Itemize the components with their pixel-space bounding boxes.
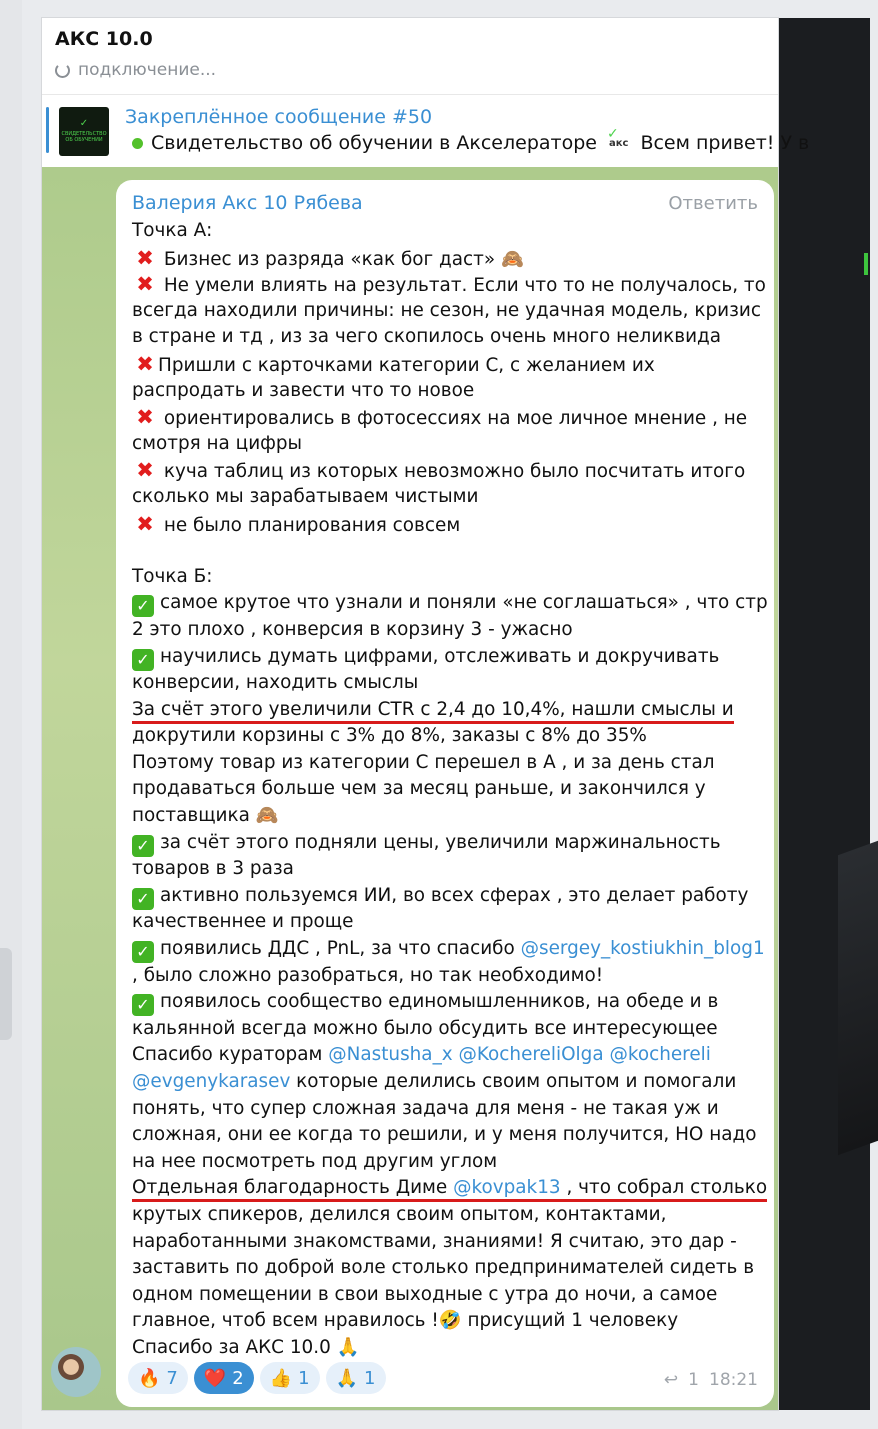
text-segment: Точка Б: xyxy=(132,565,213,587)
message-text xyxy=(132,218,766,1362)
line-content xyxy=(132,752,715,773)
line-content xyxy=(132,1044,711,1065)
mention-link[interactable]: @kovpak13 xyxy=(453,1177,561,1199)
connection-status xyxy=(55,60,216,80)
line-content xyxy=(132,300,761,321)
line-content xyxy=(132,885,748,906)
line-content xyxy=(132,272,766,297)
line-content xyxy=(132,911,353,932)
message-line xyxy=(132,670,766,697)
underlined-line xyxy=(132,1177,767,1202)
cross-mark-icon: ✖ xyxy=(136,405,154,430)
text-segment: смотря на цифры xyxy=(132,432,303,454)
message-line xyxy=(132,245,766,272)
message-line xyxy=(132,883,766,910)
reaction-emoji-icon: 🔥 xyxy=(138,1367,161,1389)
background-window xyxy=(778,18,870,1410)
mention-link[interactable]: @kochereli xyxy=(609,1044,711,1066)
text-segment: кальянной всегда можно было обсудить все интересующее xyxy=(132,1017,718,1039)
sender-name[interactable]: Валерия Акс 10 Рябева xyxy=(132,192,363,214)
line-content xyxy=(132,486,478,507)
text-segment: Спасибо за АКС 10.0 🙏 xyxy=(132,1336,360,1358)
line-content xyxy=(132,725,647,746)
message-line xyxy=(132,723,766,750)
text-segment: ориентировались в фотосессиях на мое личное мнение , не xyxy=(158,408,748,430)
text-segment: товаров в 3 раза xyxy=(132,858,294,880)
text-segment: Поэтому товар из категории С перешел в А , и за день стал xyxy=(132,751,715,773)
message-line xyxy=(132,750,766,777)
message-line xyxy=(132,324,766,351)
message-line xyxy=(132,378,766,405)
message-bubble[interactable] xyxy=(116,180,774,1407)
line-content xyxy=(132,646,719,667)
line-content xyxy=(132,1204,666,1225)
cross-mark-icon: ✖ xyxy=(136,458,154,483)
text-segment: , было сложно разобраться, но так необходимо! xyxy=(132,964,604,986)
text-segment: появились ДДС , PnL, за что спасибо xyxy=(160,938,521,960)
line-content xyxy=(132,1310,678,1331)
check-mark-icon: ✓ xyxy=(132,994,154,1016)
text-segment: одном помещении в свои выходные с утра до ночи, а самое xyxy=(132,1283,718,1305)
logo-icon: ✓ xyxy=(79,117,89,129)
underlined-line xyxy=(132,699,734,724)
message-line xyxy=(132,856,766,883)
check-mark-icon: ✓ xyxy=(132,649,154,671)
text-segment: на нее посмотреть под другим углом xyxy=(132,1150,498,1172)
left-gutter xyxy=(0,0,22,1429)
message-line xyxy=(132,830,766,857)
text-segment: За счёт этого увеличили CTR с 2,4 до 10,4%, нашли смыслы и xyxy=(132,698,734,720)
message-line xyxy=(132,1282,766,1309)
message-line xyxy=(132,564,766,591)
line-content xyxy=(132,619,573,640)
message-line xyxy=(132,936,766,963)
message-line xyxy=(132,431,766,458)
text-segment: активно пользуемся ИИ, во всех сферах , это делает работу xyxy=(160,884,749,906)
line-content xyxy=(132,220,212,241)
line-content xyxy=(132,405,748,430)
loading-spinner-icon xyxy=(55,63,70,78)
text-segment: появилось сообщество единомышленников, на обеде и в xyxy=(160,991,719,1013)
message-line xyxy=(132,803,766,830)
text-segment: заставить по доброй воле столько предпринимателей сидеть в xyxy=(132,1257,755,1279)
text-segment: в стране и тд , из за чего скопилось очень много неликвида xyxy=(132,326,722,348)
line-content xyxy=(132,592,768,616)
cross-mark-icon: ✖ xyxy=(136,245,154,270)
pinned-preview-text: Свидетельство об обучении в Акселераторе xyxy=(151,132,597,154)
text-segment: Точка А: xyxy=(132,220,213,241)
message-line xyxy=(132,1042,766,1069)
text-segment: сложная, они ее когда то решили, и у меня получится, НО надо xyxy=(132,1124,757,1146)
message-line xyxy=(132,1229,766,1256)
line-content xyxy=(132,991,719,1015)
reaction-chip[interactable] xyxy=(260,1362,320,1394)
text-segment: Отдельная благодарность Диме xyxy=(132,1177,454,1199)
line-content xyxy=(132,1257,754,1278)
background-accent xyxy=(864,253,868,275)
message-line xyxy=(132,1096,766,1123)
line-content xyxy=(132,832,721,853)
line-content xyxy=(132,1284,717,1305)
pinned-message-bar[interactable] xyxy=(42,94,810,168)
reaction-emoji-icon: 🙏 xyxy=(335,1367,359,1389)
text-segment: поставщика 🙈 xyxy=(132,805,279,827)
pinned-preview xyxy=(132,132,809,154)
message-line xyxy=(132,1016,766,1043)
line-content xyxy=(132,938,765,962)
message-line xyxy=(132,1335,766,1362)
line-content xyxy=(132,778,706,799)
check-mark-icon: ✓ xyxy=(132,941,154,963)
message-line xyxy=(132,457,766,484)
chat-area[interactable] xyxy=(42,167,778,1410)
pinned-preview-continuation: Всем привет! У в xyxy=(640,132,810,154)
cross-mark-icon: ✖ xyxy=(136,511,154,536)
message-line xyxy=(132,298,766,325)
reaction-emoji-icon: 👍 xyxy=(269,1367,293,1389)
left-scrollbar[interactable] xyxy=(0,948,12,1040)
line-content xyxy=(132,1098,719,1119)
text-segment: Спасибо кураторам xyxy=(132,1044,329,1066)
text-segment: Пришли с карточками категории С, с желанием их xyxy=(158,354,655,376)
line-content xyxy=(132,351,655,376)
mention-link[interactable]: @sergey_kostiukhin_blog1 xyxy=(520,938,765,960)
message-line xyxy=(132,1149,766,1176)
reaction-count: 1 xyxy=(364,1367,376,1389)
message-line xyxy=(132,989,766,1016)
reaction-count: 1 xyxy=(298,1367,310,1389)
text-segment: самое крутое что узнали и поняли «не соглашаться» , что стр xyxy=(160,592,768,614)
text-segment: сколько мы зарабатываем чистыми xyxy=(132,485,479,507)
text-segment: конверсии, находить смыслы xyxy=(132,672,419,694)
line-content xyxy=(132,380,474,401)
message-line xyxy=(132,271,766,298)
message-line xyxy=(132,351,766,378)
line-content xyxy=(132,1071,736,1092)
check-mark-icon: ✓ xyxy=(132,835,154,857)
text-segment: Не умели влиять на результат. Если что то не получалось, то xyxy=(158,275,766,297)
background-shape xyxy=(838,841,878,1156)
message-time: 18:21 xyxy=(709,1370,758,1390)
line-content xyxy=(132,433,302,454)
chat-title: АКС 10.0 xyxy=(55,28,153,50)
line-content xyxy=(132,1337,360,1358)
reply-arrow-icon[interactable]: ↩ xyxy=(663,1370,679,1390)
line-content xyxy=(132,458,746,483)
reaction-count: 2 xyxy=(232,1367,244,1389)
chat-window xyxy=(42,18,810,1410)
pinned-indicator xyxy=(46,107,49,153)
reaction-chip[interactable] xyxy=(194,1362,254,1394)
message-line xyxy=(132,776,766,803)
aks-logo-icon: ✓ акс xyxy=(605,138,632,149)
reaction-chip[interactable] xyxy=(326,1362,386,1394)
green-circle-icon xyxy=(132,138,143,149)
reply-count: 1 xyxy=(688,1370,699,1390)
line-content xyxy=(132,965,603,986)
line-content xyxy=(132,1151,497,1172)
line-content xyxy=(132,245,524,270)
message-line xyxy=(132,511,766,538)
text-segment: главное, чтоб всем нравилось !🤣 присущий 1 человеку xyxy=(132,1310,679,1332)
reaction-count: 7 xyxy=(166,1367,178,1389)
message-line xyxy=(132,1308,766,1335)
message-line xyxy=(132,1069,766,1096)
message-line xyxy=(132,1175,766,1202)
line-content xyxy=(132,805,279,826)
check-mark-icon: ✓ xyxy=(132,595,154,617)
pinned-title: Закреплённое сообщение #50 xyxy=(125,106,433,128)
message-line xyxy=(132,1202,766,1229)
text-segment: за счёт этого подняли цены, увеличили маржинальность xyxy=(160,831,721,853)
line-content xyxy=(132,566,212,587)
text-segment: понять, что супер сложная задача для меня - не такая уж и xyxy=(132,1097,719,1119)
mention-link[interactable]: @KochereliOlga xyxy=(458,1044,604,1066)
blank-line xyxy=(132,537,766,564)
cross-mark-icon: ✖ xyxy=(136,272,154,297)
text-segment: продаваться больше чем за месяц раньше, и закончился у xyxy=(132,778,706,800)
text-segment: 2 это плохо , конверсия в корзину 3 - ужасно xyxy=(132,618,573,640)
check-mark-icon: ✓ xyxy=(132,888,154,910)
pinned-thumbnail xyxy=(59,107,109,156)
message-line xyxy=(132,963,766,990)
thumbnail-caption: СВИДЕТЕЛЬСТВО ОБ ОБУЧЕНИИ xyxy=(61,130,107,143)
text-segment: распродать и завести что то новое xyxy=(132,379,475,401)
connection-status-text: подключение... xyxy=(78,60,217,80)
message-line xyxy=(132,617,766,644)
chat-header[interactable] xyxy=(42,18,778,94)
text-segment: куча таблиц из которых невозможно было посчитать итого xyxy=(158,461,746,483)
line-content xyxy=(132,511,461,536)
message-line xyxy=(132,1255,766,1282)
message-line xyxy=(132,644,766,671)
message-line xyxy=(132,404,766,431)
message-line xyxy=(132,218,766,245)
avatar[interactable] xyxy=(51,1347,101,1397)
line-content xyxy=(132,1231,737,1252)
message-meta xyxy=(664,1370,758,1390)
mention-link[interactable]: @Nastusha_x xyxy=(328,1044,453,1066)
text-segment: всегда находили причины: не сезон, не удачная модель, кризис xyxy=(132,299,761,321)
text-segment: научились думать цифрами, отслеживать и докручивать xyxy=(160,645,720,667)
text-segment: , что собрал столько xyxy=(560,1177,768,1199)
reactions-row xyxy=(128,1362,386,1394)
reaction-emoji-icon: ❤️ xyxy=(203,1367,227,1389)
line-content xyxy=(132,1018,718,1039)
text-segment: крутых спикеров, делился своим опытом, контактами, xyxy=(132,1203,667,1225)
cross-mark-icon: ✖ xyxy=(136,351,154,376)
text-segment: не было планирования совсем xyxy=(158,514,461,536)
text-segment: качественнее и проще xyxy=(132,911,354,933)
text-segment: наработанными знакомствами, знаниями! Я считаю, это дар - xyxy=(132,1230,737,1252)
message-line xyxy=(132,590,766,617)
text-segment: Бизнес из разряда «как бог даст» 🙈 xyxy=(158,248,524,270)
message-line xyxy=(132,697,766,724)
text-segment: которые делились своим опытом и помогали xyxy=(290,1071,737,1092)
reply-button[interactable]: Ответить xyxy=(668,193,758,214)
line-content xyxy=(132,326,721,347)
line-content xyxy=(132,672,418,693)
line-content xyxy=(132,1124,756,1145)
mention-link[interactable]: @evgenykarasev xyxy=(132,1071,291,1092)
text-segment: докрутили корзины с 3% до 8%, заказы с 8% до 35% xyxy=(132,725,647,747)
message-line xyxy=(132,1122,766,1149)
message-line xyxy=(132,909,766,936)
reaction-chip[interactable] xyxy=(128,1362,188,1394)
message-line xyxy=(132,484,766,511)
line-content xyxy=(132,858,294,879)
